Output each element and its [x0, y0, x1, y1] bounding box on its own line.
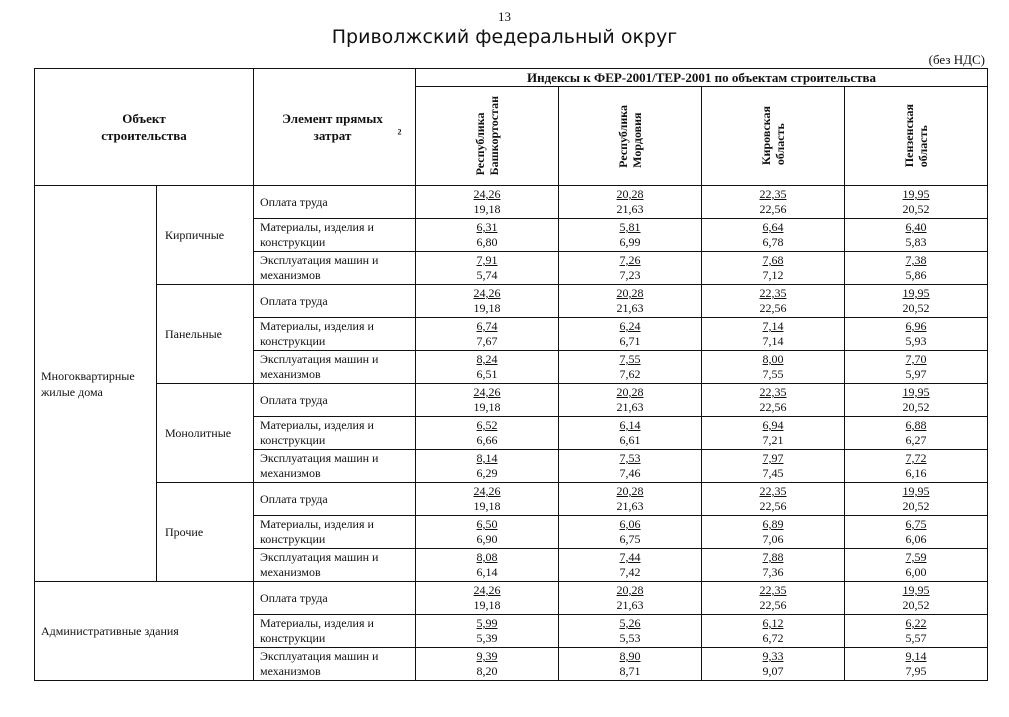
value-bottom: 5,86 — [905, 268, 927, 282]
value-top: 24,26 — [473, 286, 501, 300]
value-cell — [559, 186, 702, 219]
value-cell — [559, 384, 702, 417]
value-cell — [559, 549, 702, 582]
value-cell — [845, 582, 988, 615]
value-bottom: 5,83 — [905, 235, 927, 249]
header-region-label — [759, 106, 787, 165]
value-top: 20,28 — [616, 385, 644, 399]
value-bottom: 19,18 — [473, 301, 501, 315]
value-top: 8,08 — [476, 550, 498, 564]
value-cell — [416, 615, 559, 648]
value-bottom: 7,55 — [762, 367, 784, 381]
value-top: 5,26 — [619, 616, 641, 630]
value-top: 19,95 — [902, 385, 930, 399]
value-bottom: 22,56 — [759, 598, 787, 612]
value-bottom: 6,61 — [619, 433, 641, 447]
value-top: 24,26 — [473, 385, 501, 399]
value-top: 7,38 — [905, 253, 927, 267]
value-bottom: 7,45 — [762, 466, 784, 480]
value-top: 22,35 — [759, 484, 787, 498]
header-region-line: Республика — [616, 104, 630, 168]
value-bottom: 21,63 — [616, 301, 644, 315]
value-bottom: 20,52 — [902, 202, 930, 216]
header-region-line: Пензенская — [902, 104, 917, 168]
table-row — [35, 582, 988, 615]
subtype-cell: Прочие — [157, 483, 254, 582]
value-bottom: 6,16 — [905, 466, 927, 480]
value-top: 6,74 — [476, 319, 498, 333]
value-top: 6,24 — [619, 319, 641, 333]
header-region-label — [473, 96, 501, 175]
value-cell — [702, 516, 845, 549]
subtype-cell: Панельные — [157, 285, 254, 384]
value-top: 19,95 — [902, 187, 930, 201]
subtype-cell: Кирпичные — [157, 186, 254, 285]
value-top: 6,52 — [476, 418, 498, 432]
value-cell — [416, 648, 559, 681]
value-bottom: 20,52 — [902, 400, 930, 414]
value-cell — [416, 351, 559, 384]
value-cell — [702, 483, 845, 516]
value-cell — [559, 351, 702, 384]
header-region-line: Кировская — [759, 106, 773, 166]
header-object — [35, 69, 254, 186]
value-top: 19,95 — [902, 583, 930, 597]
header-region-line: Башкортостан — [487, 96, 501, 176]
value-top: 9,33 — [762, 649, 784, 663]
value-cell — [702, 582, 845, 615]
element-cell: Эксплуатация машин и механизмов — [254, 351, 416, 384]
page-number: 13 — [498, 9, 511, 24]
value-top: 7,91 — [476, 253, 498, 267]
value-bottom: 21,63 — [616, 400, 644, 414]
header-region-line: область — [916, 125, 931, 168]
value-top: 22,35 — [759, 286, 787, 300]
value-top: 8,14 — [476, 451, 498, 465]
value-top: 22,35 — [759, 385, 787, 399]
value-cell — [845, 318, 988, 351]
value-bottom: 21,63 — [616, 499, 644, 513]
value-cell — [845, 648, 988, 681]
value-top: 8,00 — [762, 352, 784, 366]
value-top: 22,35 — [759, 583, 787, 597]
value-top: 6,40 — [905, 220, 927, 234]
header-region-wrap — [702, 87, 844, 185]
value-bottom: 5,39 — [476, 631, 498, 645]
value-bottom: 8,20 — [476, 664, 498, 678]
element-cell: Оплата труда — [254, 186, 416, 219]
header-element-sup: 2 — [397, 127, 402, 137]
value-bottom: 20,52 — [902, 301, 930, 315]
value-bottom: 9,07 — [762, 664, 784, 678]
value-top: 7,68 — [762, 253, 784, 267]
element-cell: Оплата труда — [254, 582, 416, 615]
value-cell — [416, 450, 559, 483]
value-top: 20,28 — [616, 286, 644, 300]
value-bottom: 19,18 — [473, 400, 501, 414]
header-region-1 — [559, 87, 702, 186]
value-bottom: 7,95 — [905, 664, 927, 678]
value-top: 24,26 — [473, 583, 501, 597]
value-top: 9,14 — [905, 649, 927, 663]
value-cell — [559, 483, 702, 516]
value-cell — [559, 318, 702, 351]
element-cell: Материалы, изделия и конструкции — [254, 219, 416, 252]
value-top: 6,14 — [619, 418, 641, 432]
table-row — [35, 483, 988, 516]
value-bottom: 7,21 — [762, 433, 784, 447]
value-cell — [845, 516, 988, 549]
value-cell — [702, 384, 845, 417]
element-cell: Эксплуатация машин и механизмов — [254, 549, 416, 582]
element-cell: Эксплуатация машин и механизмов — [254, 252, 416, 285]
header-region-3 — [845, 87, 988, 186]
header-region-line: область — [773, 123, 787, 166]
price-index-table — [34, 68, 988, 681]
value-bottom: 7,42 — [619, 565, 641, 579]
value-bottom: 7,67 — [476, 334, 498, 348]
table-row — [35, 384, 988, 417]
value-bottom: 5,93 — [905, 334, 927, 348]
header-region-2 — [702, 87, 845, 186]
value-cell — [559, 450, 702, 483]
value-top: 7,70 — [905, 352, 927, 366]
value-cell — [845, 483, 988, 516]
value-top: 20,28 — [616, 583, 644, 597]
value-top: 20,28 — [616, 484, 644, 498]
header-region-label — [616, 105, 644, 168]
value-cell — [845, 219, 988, 252]
element-cell: Материалы, изделия и конструкции — [254, 516, 416, 549]
value-top: 7,44 — [619, 550, 641, 564]
value-bottom: 22,56 — [759, 301, 787, 315]
value-cell — [416, 582, 559, 615]
value-cell — [845, 549, 988, 582]
value-top: 7,55 — [619, 352, 641, 366]
value-cell — [702, 549, 845, 582]
value-bottom: 22,56 — [759, 499, 787, 513]
value-cell — [702, 417, 845, 450]
value-top: 6,89 — [762, 517, 784, 531]
value-cell — [416, 549, 559, 582]
header-region-line: Республика — [473, 112, 487, 176]
value-cell — [416, 384, 559, 417]
value-bottom: 7,14 — [762, 334, 784, 348]
value-top: 6,50 — [476, 517, 498, 531]
value-top: 7,59 — [905, 550, 927, 564]
value-bottom: 6,80 — [476, 235, 498, 249]
value-cell — [702, 219, 845, 252]
value-top: 9,39 — [476, 649, 498, 663]
value-bottom: 21,63 — [616, 598, 644, 612]
value-bottom: 19,18 — [473, 598, 501, 612]
value-bottom: 6,99 — [619, 235, 641, 249]
value-bottom: 20,52 — [902, 598, 930, 612]
value-bottom: 6,27 — [905, 433, 927, 447]
value-cell — [416, 285, 559, 318]
value-bottom: 6,78 — [762, 235, 784, 249]
element-cell: Оплата труда — [254, 285, 416, 318]
value-top: 5,81 — [619, 220, 641, 234]
header-region-0 — [416, 87, 559, 186]
value-cell — [416, 252, 559, 285]
value-bottom: 22,56 — [759, 400, 787, 414]
value-top: 6,88 — [905, 418, 927, 432]
value-bottom: 5,57 — [905, 631, 927, 645]
value-top: 7,26 — [619, 253, 641, 267]
value-bottom: 6,06 — [905, 532, 927, 546]
header-indices: Индексы к ФЕР-2001/ТЕР-2001 по объектам строительства — [416, 69, 988, 87]
value-bottom: 6,75 — [619, 532, 641, 546]
value-bottom: 7,12 — [762, 268, 784, 282]
value-top: 6,06 — [619, 517, 641, 531]
value-cell — [559, 582, 702, 615]
value-top: 19,95 — [902, 286, 930, 300]
table-row — [35, 186, 988, 219]
element-cell: Оплата труда — [254, 384, 416, 417]
element-cell: Материалы, изделия и конструкции — [254, 318, 416, 351]
value-bottom: 6,72 — [762, 631, 784, 645]
value-top: 20,28 — [616, 187, 644, 201]
value-bottom: 20,52 — [902, 499, 930, 513]
value-top: 6,31 — [476, 220, 498, 234]
value-cell — [702, 648, 845, 681]
vat-note: (без НДС) — [928, 52, 985, 67]
value-bottom: 5,53 — [619, 631, 641, 645]
header-region-wrap — [559, 87, 701, 185]
value-cell — [559, 516, 702, 549]
value-bottom: 5,74 — [476, 268, 498, 282]
value-bottom: 8,71 — [619, 664, 641, 678]
value-bottom: 6,51 — [476, 367, 498, 381]
value-cell — [702, 285, 845, 318]
element-cell: Эксплуатация машин и механизмов — [254, 450, 416, 483]
element-cell: Материалы, изделия и конструкции — [254, 417, 416, 450]
value-top: 7,97 — [762, 451, 784, 465]
value-bottom: 6,00 — [905, 565, 927, 579]
value-cell — [559, 648, 702, 681]
value-cell — [416, 186, 559, 219]
value-bottom: 7,23 — [619, 268, 641, 282]
value-top: 8,90 — [619, 649, 641, 663]
value-cell — [702, 252, 845, 285]
value-bottom: 7,46 — [619, 466, 641, 480]
page-title: Приволжский федеральный округ — [331, 26, 678, 48]
value-bottom: 19,18 — [473, 202, 501, 216]
value-top: 22,35 — [759, 187, 787, 201]
value-cell — [845, 351, 988, 384]
header-element — [254, 69, 416, 186]
value-top: 7,72 — [905, 451, 927, 465]
value-cell — [845, 417, 988, 450]
value-top: 8,24 — [476, 352, 498, 366]
object-cell: Многоквартирные жилые дома — [35, 186, 157, 582]
value-cell — [416, 516, 559, 549]
value-top: 6,94 — [762, 418, 784, 432]
value-top: 24,26 — [473, 484, 501, 498]
element-cell: Оплата труда — [254, 483, 416, 516]
header-region-line: Мордовия — [630, 112, 644, 168]
value-top: 7,14 — [762, 319, 784, 333]
value-cell — [702, 186, 845, 219]
value-bottom: 22,56 — [759, 202, 787, 216]
subtype-cell: Монолитные — [157, 384, 254, 483]
value-cell — [845, 285, 988, 318]
value-top: 19,95 — [902, 484, 930, 498]
value-top: 6,96 — [905, 319, 927, 333]
object-cell: Административные здания — [35, 582, 254, 681]
value-bottom: 6,29 — [476, 466, 498, 480]
value-cell — [702, 450, 845, 483]
value-cell — [559, 285, 702, 318]
value-cell — [416, 219, 559, 252]
header-region-wrap — [845, 87, 987, 185]
element-cell: Материалы, изделия и конструкции — [254, 615, 416, 648]
element-cell: Эксплуатация машин и механизмов — [254, 648, 416, 681]
value-cell — [559, 417, 702, 450]
value-cell — [845, 615, 988, 648]
value-top: 6,64 — [762, 220, 784, 234]
value-cell — [416, 318, 559, 351]
value-cell — [702, 351, 845, 384]
value-bottom: 7,62 — [619, 367, 641, 381]
value-top: 6,12 — [762, 616, 784, 630]
value-bottom: 21,63 — [616, 202, 644, 216]
value-bottom: 19,18 — [473, 499, 501, 513]
value-cell — [702, 318, 845, 351]
value-top: 24,26 — [473, 187, 501, 201]
value-bottom: 7,06 — [762, 532, 784, 546]
value-cell — [845, 186, 988, 219]
value-cell — [559, 615, 702, 648]
value-cell — [845, 450, 988, 483]
value-bottom: 7,36 — [762, 565, 784, 579]
value-bottom: 6,14 — [476, 565, 498, 579]
value-cell — [845, 384, 988, 417]
header-region-label — [902, 104, 930, 167]
value-cell — [845, 252, 988, 285]
header-element-text: Элемент прямых затрат — [282, 111, 383, 143]
value-bottom: 6,90 — [476, 532, 498, 546]
value-bottom: 6,71 — [619, 334, 641, 348]
table-row — [35, 285, 988, 318]
value-cell — [559, 252, 702, 285]
value-bottom: 5,97 — [905, 367, 927, 381]
value-cell — [559, 219, 702, 252]
value-top: 6,75 — [905, 517, 927, 531]
value-top: 6,22 — [905, 616, 927, 630]
value-top: 5,99 — [476, 616, 498, 630]
value-bottom: 6,66 — [476, 433, 498, 447]
header-object-text: Объект строительства — [101, 111, 187, 143]
header-region-wrap — [416, 87, 558, 185]
value-top: 7,88 — [762, 550, 784, 564]
value-cell — [702, 615, 845, 648]
value-top: 7,53 — [619, 451, 641, 465]
value-cell — [416, 417, 559, 450]
value-cell — [416, 483, 559, 516]
